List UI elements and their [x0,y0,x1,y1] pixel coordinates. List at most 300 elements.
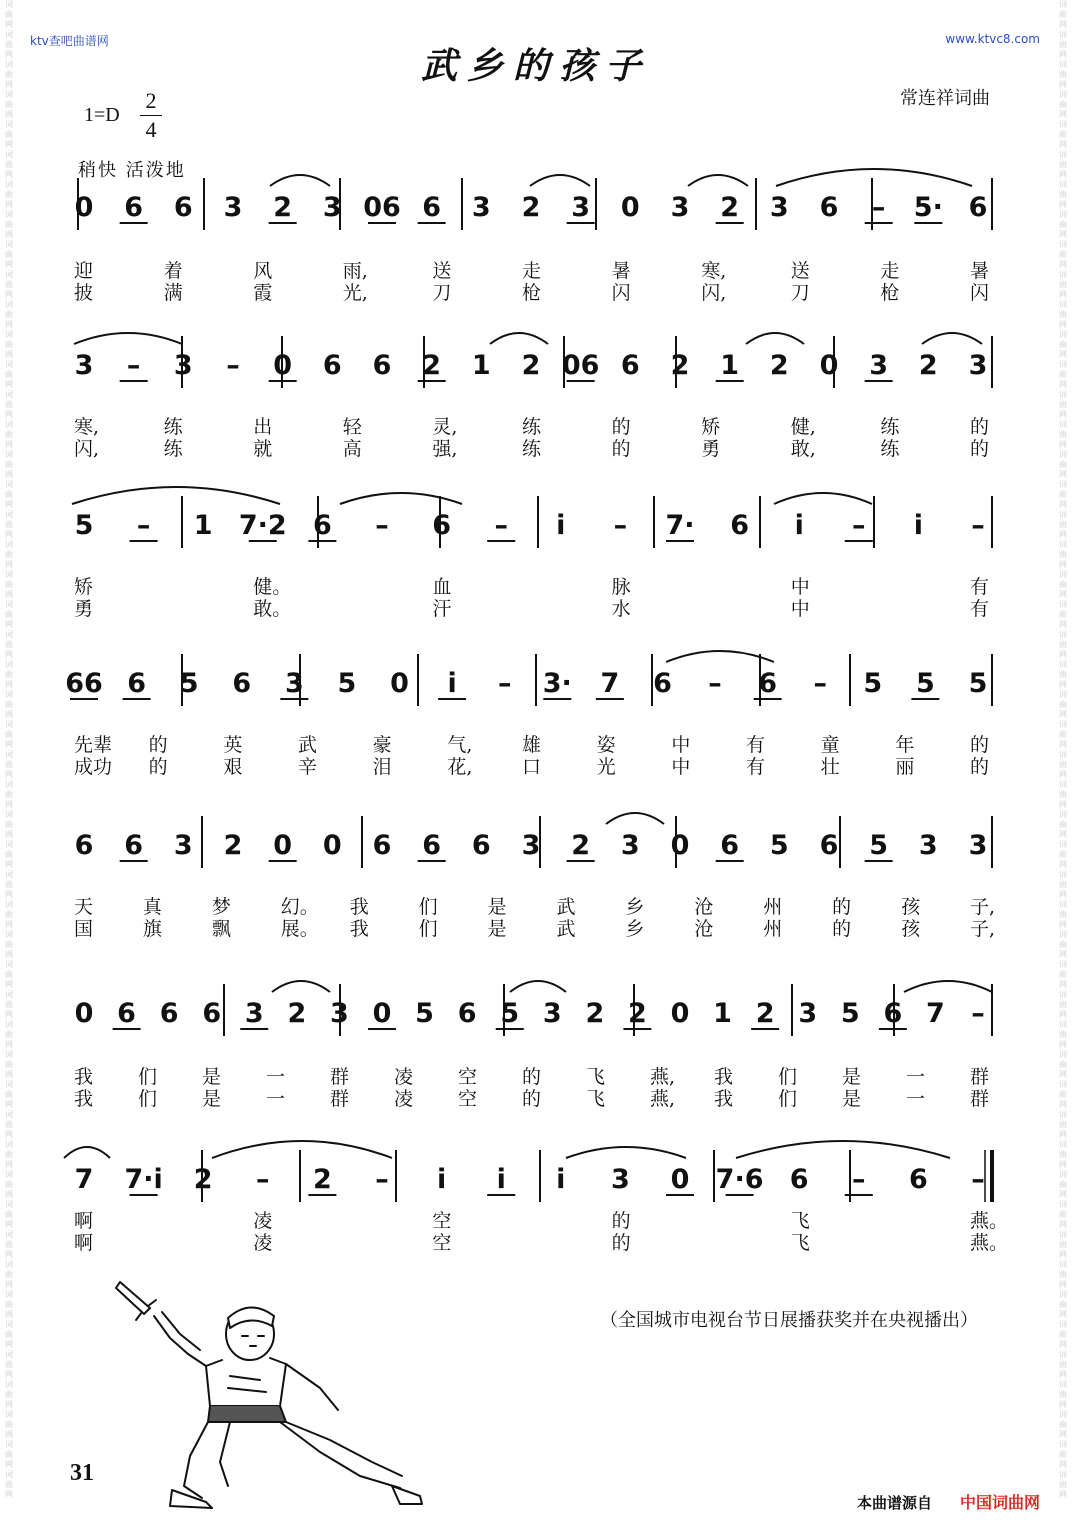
lyric-syllable: 空 [458,1066,478,1088]
note: 6 [432,510,451,541]
lyric-syllable: 的 [611,1210,631,1232]
note: 0 [273,830,293,861]
lyric-syllable: 有 [970,598,990,620]
note: 2 [223,830,243,861]
lyric-syllable: 血 [432,576,452,598]
note: 6 [117,998,136,1029]
note: 5 [769,830,789,861]
lyric-syllable: 燕, [650,1088,676,1110]
notation-staff [0,478,1072,554]
lyric-syllable: 强, [432,438,458,460]
note: 3 [542,998,562,1029]
lyric-syllable: 的 [970,734,990,756]
note: 6 [159,998,179,1029]
note: 0 [322,830,342,861]
lyric-syllable: 光 [596,756,616,778]
lyric-syllable: 们 [418,918,438,940]
note: 2 [585,998,605,1029]
source-right-url[interactable]: www.ktvc8.com [945,32,1040,46]
note: 6 [471,830,491,861]
lyric-syllable: 寒, [74,416,100,438]
note: 5 [968,668,988,699]
note: 2 [521,192,541,223]
lyric-syllable: 有 [970,576,990,598]
note: 2 [313,1164,332,1195]
lyric-syllable: 风 [253,260,273,282]
lyric-row-1 [0,572,1072,598]
lyric-syllable: 闪 [970,282,990,304]
notation-staff [0,966,1072,1042]
note: i [436,1164,447,1195]
lyric-syllable: 空 [432,1210,452,1232]
note: – [871,192,886,223]
slur [72,487,280,504]
note: 3 [244,998,264,1029]
lyric-syllable: 飞 [790,1232,810,1254]
lyric-row-1 [0,256,1072,282]
lyric-syllable: 寒, [701,260,727,282]
note: 6 [789,1164,809,1195]
lyric-syllable: 啊 [74,1210,94,1232]
lyric-syllable: 的 [611,1232,631,1254]
note: 2 [628,998,647,1029]
note: – [494,510,508,541]
note: 6 [909,1164,928,1195]
lyric-syllable: 展。 [280,918,319,940]
note: 1 [713,998,732,1029]
lyric-syllable: 送 [790,260,810,282]
lyric-row-1 [0,1206,1072,1232]
lyric-row-1 [0,412,1072,438]
note: 6 [322,350,342,381]
lyric-syllable: 刀 [432,282,452,304]
note: 5· [913,192,943,223]
note: 3 [611,1164,630,1195]
slur [74,333,182,344]
slur [270,175,330,186]
lyric-syllable: 凌 [394,1088,414,1110]
note: 6 [819,830,839,861]
lyric-syllable: 气, [447,734,473,756]
lyric-syllable: 一 [906,1066,926,1088]
lyric-syllable: 刀 [790,282,810,304]
note: 3 [223,192,243,223]
lyric-row-1 [0,730,1072,756]
note: 6 [127,668,146,699]
note: 1 [193,510,213,541]
lyric-syllable: 中 [790,576,810,598]
lyric-syllable: 练 [880,416,900,438]
note: – [136,510,151,541]
lyric-syllable: 我 [349,918,369,940]
note: 06 [561,350,600,381]
lyric-syllable: 群 [330,1088,350,1110]
note: – [813,668,827,699]
lyric-syllable: 们 [138,1088,158,1110]
lyric-syllable: 真 [142,896,162,918]
note: 6 [202,998,222,1029]
note: 0 [670,830,690,861]
note: 0 [620,192,640,223]
lyric-syllable: 我 [714,1088,734,1110]
slur [774,493,872,504]
lyric-syllable: 燕。 [970,1232,1009,1254]
lyric-syllable: 国 [74,918,94,940]
lyric-syllable: 敢。 [253,598,292,620]
note: 6 [313,510,332,541]
note: 2 [287,998,307,1029]
lyric-syllable: 飞 [790,1210,810,1232]
note: 6 [730,510,749,541]
note: i [556,1164,566,1195]
note: 7·6 [715,1164,764,1195]
lyric-syllable: 群 [970,1066,990,1088]
lyric-syllable: 送 [432,260,452,282]
lyric-syllable: 矫 [74,576,94,598]
note: 6 [124,830,144,861]
notation-staff [0,636,1072,712]
note: 0 [819,350,839,381]
lyric-syllable: 凌 [394,1066,414,1088]
note: – [375,1164,389,1195]
note: 5 [415,998,434,1029]
notation-staff [0,318,1072,394]
note: 2 [422,350,442,381]
lyric-syllable: 的 [611,416,631,438]
note: 3 [74,350,94,381]
credit-site-link[interactable]: 中国词曲网 [959,1493,1040,1512]
note: – [971,1164,985,1195]
slur [566,1147,686,1158]
score-line-1 [0,160,1072,236]
note: – [256,1164,270,1195]
note: 0 [74,192,94,223]
lyric-syllable: 空 [432,1232,452,1254]
note: 7 [74,1164,94,1195]
note: 0 [372,998,392,1029]
note: 3 [173,350,193,381]
note: 2 [273,192,293,223]
lyric-syllable: 花, [447,756,473,778]
lyric-syllable: 就 [253,438,273,460]
lyric-syllable: 枪 [880,282,900,304]
lyric-syllable: 的 [970,438,990,460]
lyric-syllable: 孩 [901,918,921,940]
lyric-syllable: 群 [330,1066,350,1088]
lyric-syllable: 我 [349,896,369,918]
score-line-5 [0,798,1072,874]
lyric-syllable: 英 [223,734,243,756]
note: – [613,510,628,541]
lyric-syllable: 闪, [701,282,727,304]
note: i [447,668,457,699]
lyric-syllable: 口 [522,756,542,778]
slur [776,169,972,186]
slur [212,1141,392,1158]
lyric-syllable: 是 [202,1066,222,1088]
lyric-syllable: 凌 [253,1210,273,1232]
lyric-syllable: 灵, [432,416,458,438]
broadcast-note: （全国城市电视台节日展播获奖并在央视播出） [600,1310,978,1331]
note: 3 [173,830,193,861]
lyric-row-1 [0,892,1072,918]
lyric-syllable: 燕, [650,1066,676,1088]
slur [64,1147,110,1158]
score-line-6 [0,966,1072,1042]
lyric-syllable: 是 [487,896,507,918]
lyric-syllable: 旗 [142,918,162,940]
lyric-syllable: 闪, [74,438,100,460]
lyric-syllable: 汗 [432,598,452,620]
note: 6 [372,350,392,381]
lyric-syllable: 光, [342,282,368,304]
note: 5 [337,668,357,699]
note: 6 [74,830,94,861]
note: 3 [521,830,541,861]
note: 3 [571,192,591,223]
lyric-syllable: 是 [487,918,507,940]
lyric-syllable: 凌 [253,1232,273,1254]
note: – [126,350,141,381]
lyric-syllable: 有 [746,734,766,756]
slur [340,493,462,504]
note: 0 [670,1164,690,1195]
note: 5 [869,830,889,861]
slur [746,333,804,344]
note: 3 [670,192,690,223]
note: 6 [620,350,640,381]
lyric-syllable: 的 [148,734,168,756]
note: 6 [819,192,839,223]
note: – [497,668,512,699]
note: 2 [670,350,690,381]
lyric-syllable: 的 [148,756,168,778]
credit-label: 本曲谱源自 [856,1494,932,1512]
lyric-syllable: 高 [342,438,362,460]
slur [666,651,774,662]
note: 0 [390,668,409,699]
lyric-syllable: 一 [266,1088,286,1110]
composer-credit: 常连祥词曲 [900,88,990,109]
page-number: 31 [70,1460,94,1486]
note: 3 [968,830,988,861]
slur [510,981,566,992]
lyric-syllable: 幻。 [280,896,319,918]
lyric-syllable: 枪 [522,282,542,304]
note: 6 [457,998,477,1029]
note: 6 [758,668,778,699]
note: 06 [363,192,401,223]
note: 5 [500,998,520,1029]
lyric-row-2 [0,1084,1072,1110]
key-signature: 1=D [84,104,120,126]
note: i [496,1164,506,1195]
note: 66 [65,668,103,699]
note: 3 [322,192,342,223]
time-signature [140,88,162,143]
note: – [852,1164,866,1195]
lyric-syllable: 雄 [522,734,542,756]
martial-arts-figure-icon [110,1276,430,1515]
lyric-syllable: 壮 [820,756,840,778]
note: i [556,510,566,541]
lyric-syllable: 我 [714,1066,734,1088]
note: 6 [372,830,392,861]
lyric-syllable: 乡 [625,896,645,918]
note: 6 [422,830,442,861]
lyric-syllable: 的 [832,896,852,918]
lyric-syllable: 中 [790,598,810,620]
lyric-syllable: 披 [74,282,94,304]
note: 0 [273,350,293,381]
note: 2 [755,998,775,1029]
lyric-syllable: 中 [671,734,691,756]
lyric-syllable: 水 [611,598,631,620]
note: i [913,510,924,541]
note: 6 [720,830,740,861]
note: 6 [883,998,903,1029]
source-left-label[interactable]: ktv查吧曲谱网 [30,34,109,48]
lyric-syllable: 们 [778,1066,798,1088]
lyric-syllable: 是 [202,1088,222,1110]
note: 1 [471,350,491,381]
score-line-3 [0,478,1072,554]
tempo-marking: 稍快 活泼地 [78,160,186,181]
lyric-row-1 [0,1062,1072,1088]
note: 3 [620,830,640,861]
lyric-row-2 [0,752,1072,778]
note: 2 [571,830,591,861]
lyric-syllable: 走 [522,260,542,282]
note: i [794,510,804,541]
lyric-syllable: 姿 [596,734,616,756]
lyric-syllable: 练 [522,438,542,460]
note: 6 [968,192,988,223]
lyric-syllable: 辛 [298,756,318,778]
note: – [971,998,985,1029]
lyric-syllable: 是 [842,1088,862,1110]
lyric-syllable: 健, [790,416,816,438]
lyric-syllable: 孩 [901,896,921,918]
note: 3 [471,192,491,223]
watermark-right: 词 曲 网 词 曲 网 词 曲 网 词 曲 网 词 曲 网 词 曲 网 词 曲 网 词 曲 网 词 曲 网 词 曲 网 词 曲 网 词 曲 网 词 曲 网 词 曲 网 词 曲 网 词 曲 网 词 曲 网 词 曲 网 词 曲 网 词 曲 网 词 曲 网 词 曲 网 词 曲 网 词 曲 网 词 曲 网 词 曲 网 词 曲 网 词 曲 网 词 曲 网 词 曲 网 词 曲 网 词 曲 网 词 曲 网 词 曲 网 词 曲 网 词 曲 网 词 曲 网 词 曲 网 词 曲 网 词 曲 网 词 曲 网 词 曲 网 词 曲 网 词 曲 网 词 曲 网 词 曲 网 词 曲 网 词 曲 网 词 曲 网 词 曲 网 [1059,0,1067,1499]
lyric-syllable: 州 [763,896,783,918]
note: 2 [720,192,740,223]
lyric-syllable: 子, [970,896,996,918]
time-top: 2 [145,88,157,113]
lyric-syllable: 飘 [211,918,231,940]
note: – [226,350,240,381]
lyric-syllable: 沧 [694,896,714,918]
note: 6 [422,192,442,223]
lyric-syllable: 们 [418,896,438,918]
note: 3 [769,192,789,223]
score-line-4 [0,636,1072,712]
note: 2 [918,350,938,381]
lyric-row-2 [0,278,1072,304]
lyric-syllable: 的 [970,416,990,438]
slur [904,981,992,992]
lyric-syllable: 豪 [372,734,392,756]
note: 7·i [124,1164,163,1195]
lyric-syllable: 的 [611,438,631,460]
lyric-syllable: 成功 [74,756,113,778]
score-line-7 [0,1132,1072,1208]
slur [922,333,982,344]
lyric-syllable: 中 [671,756,691,778]
time-bottom: 4 [145,117,157,142]
lyric-syllable: 丽 [895,756,915,778]
lyric-syllable: 练 [880,438,900,460]
note: – [852,510,866,541]
slur [530,175,590,186]
note: 5 [74,510,94,541]
note: 5 [916,668,935,699]
note: 3 [869,350,889,381]
lyric-syllable: 迎 [74,260,94,282]
lyric-syllable: 脉 [611,576,631,598]
notation-staff [0,798,1072,874]
note: 7· [665,510,695,541]
note: – [375,510,389,541]
lyric-syllable: 矫 [701,416,721,438]
note: 1 [720,350,740,381]
lyric-syllable: 勇 [701,438,721,460]
slur [490,333,548,344]
note: 5 [863,668,883,699]
lyric-syllable: 是 [842,1066,862,1088]
note: 6 [173,192,193,223]
lyric-syllable: 天 [74,896,94,918]
lyric-syllable: 轻 [342,416,362,438]
lyric-syllable: 飞 [586,1066,606,1088]
note: 3 [918,830,938,861]
lyric-syllable: 先辈 [74,734,113,756]
lyric-syllable: 泪 [372,756,392,778]
slur [272,981,330,992]
lyric-syllable: 武 [556,896,576,918]
lyric-syllable: 子, [970,918,996,940]
note: 3 [968,350,988,381]
lyric-syllable: 我 [74,1088,94,1110]
lyric-syllable: 武 [556,918,576,940]
lyric-syllable: 敢, [790,438,816,460]
lyric-syllable: 练 [522,416,542,438]
lyric-syllable: 一 [906,1088,926,1110]
note: 5 [840,998,860,1029]
note: 2 [521,350,541,381]
song-title: 武乡的孩子 [420,45,651,87]
note: 0 [74,998,94,1029]
lyric-syllable: 飞 [586,1088,606,1110]
lyric-syllable: 童 [820,734,840,756]
score-line-2 [0,318,1072,394]
lyric-syllable: 有 [746,756,766,778]
lyric-syllable: 州 [763,918,783,940]
note: 3· [542,668,572,699]
lyric-syllable: 空 [458,1088,478,1110]
lyric-syllable: 着 [163,260,183,282]
note: 7 [926,998,945,1029]
note: – [708,668,722,699]
note: 3 [284,668,304,699]
note: 3 [330,998,349,1029]
lyric-syllable: 的 [522,1088,542,1110]
lyric-syllable: 暑 [611,260,631,282]
lyric-syllable: 啊 [74,1232,94,1254]
note: 2 [193,1164,213,1195]
lyric-syllable: 走 [880,260,900,282]
